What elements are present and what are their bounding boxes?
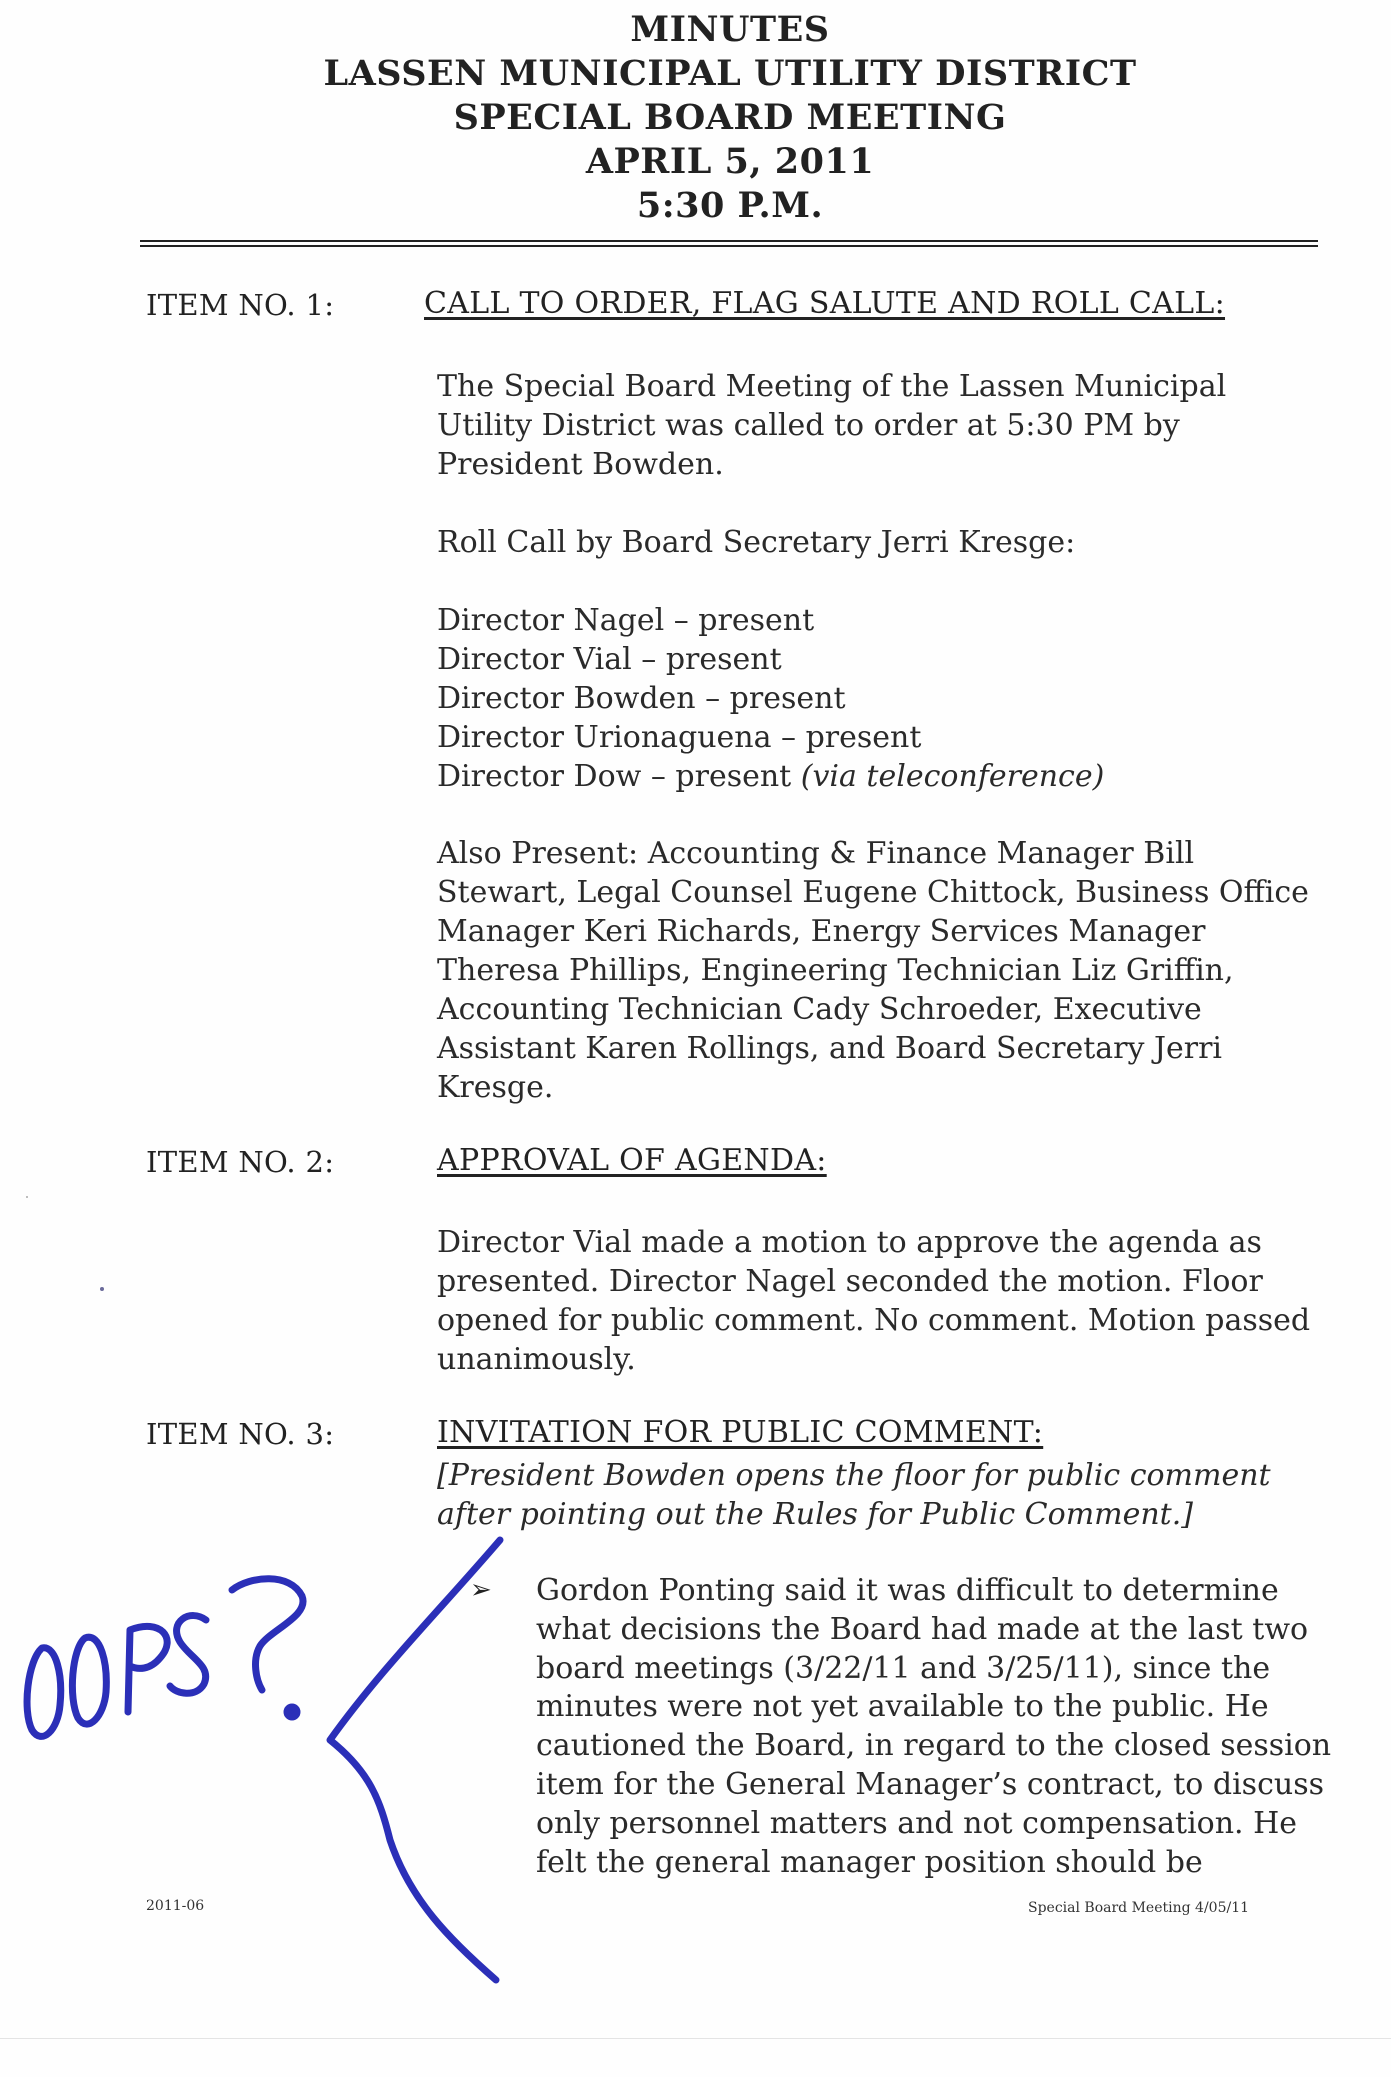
text-line: President Bowden. (437, 447, 724, 482)
scan-speck (100, 1287, 104, 1291)
roll-entry: Director Urionaguena – present (437, 720, 922, 755)
item-3-title: INVITATION FOR PUBLIC COMMENT: (437, 1415, 1044, 1450)
text-line: Kresge. (437, 1070, 554, 1105)
oops-handwriting (27, 1540, 500, 1980)
item-2-body (437, 1223, 1317, 1379)
roll-entry-text: Director Dow – present (437, 759, 801, 794)
text-line: felt the general manager position should be (536, 1844, 1203, 1880)
text-line: [President Bowden opens the floor for public comment (437, 1458, 1271, 1493)
item-1-title: CALL TO ORDER, FLAG SALUTE AND ROLL CALL: (424, 286, 1226, 321)
text-line: after pointing out the Rules for Public Comment.] (437, 1497, 1193, 1532)
handwritten-oops-annotation (0, 1480, 560, 2000)
header-title: MINUTES (630, 9, 830, 50)
header-meeting-type: SPECIAL BOARD MEETING (453, 97, 1007, 138)
text-line: Gordon Ponting said it was difficult to determine (536, 1573, 1279, 1608)
footer-meeting-reference: Special Board Meeting 4/05/11 (1028, 1900, 1250, 1916)
text-line: Manager Keri Richards, Energy Services Manager (437, 914, 1206, 949)
bullet-arrow-icon: ➢ (470, 1575, 492, 1605)
text-line: unanimously. (437, 1342, 636, 1377)
text-line: Director Vial made a motion to approve the agenda as (437, 1225, 1262, 1260)
text-line: Accounting Technician Cady Schroeder, Executive (437, 992, 1202, 1027)
roll-entry: Director Nagel – present (437, 603, 815, 638)
handwritten-letter-o (27, 1648, 61, 1737)
header-time: 5:30 P.M. (636, 185, 824, 226)
handwritten-pointer-stroke (330, 1540, 500, 1980)
header-organization: LASSEN MUNICIPAL UTILITY DISTRICT (323, 53, 1137, 94)
item-3-label: ITEM NO. 3: (146, 1417, 335, 1451)
item-2-title: APPROVAL OF AGENDA: (437, 1143, 827, 1178)
text-line: cautioned the Board, in regard to the closed session (536, 1728, 1332, 1764)
header-divider (140, 240, 1318, 247)
item-1-intro (437, 367, 1317, 484)
item-1-label: ITEM NO. 1: (146, 288, 335, 322)
roll-call-list (437, 601, 1317, 796)
roll-entry-note: (via teleconference) (800, 759, 1105, 794)
roll-call-heading (437, 523, 1317, 562)
text-line: Also Present: Accounting & Finance Manager Bill (437, 836, 1195, 871)
scan-speck (26, 1196, 28, 1198)
public-comment-entry (536, 1572, 1336, 1882)
item-2-label: ITEM NO. 2: (146, 1145, 335, 1179)
handwritten-letter-s (170, 1616, 206, 1694)
roll-entry: Director Vial – present (437, 642, 782, 677)
item-3-note (437, 1456, 1317, 1534)
handwritten-letter-p (128, 1626, 167, 1712)
roll-entry (437, 757, 1317, 796)
text-line: board meetings (3/22/11 and 3/25/11), since the (536, 1650, 1271, 1686)
also-present (437, 834, 1317, 1107)
text-line: Stewart, Legal Counsel Eugene Chittock, Business Office (437, 875, 1309, 910)
text-line: Utility District was called to order at 5:30 PM by (437, 408, 1180, 443)
text-line: item for the General Manager’s contract, to discuss (536, 1766, 1324, 1802)
text-line: The Special Board Meeting of the Lassen Municipal (437, 369, 1227, 404)
text-line: opened for public comment. No comment. Motion passed (437, 1303, 1311, 1338)
text-line: Theresa Phillips, Engineering Technician Liz Griffin, (437, 953, 1234, 988)
text-line: Roll Call by Board Secretary Jerri Kresge: (437, 525, 1076, 560)
text-line: Assistant Karen Rollings, and Board Secretary Jerri (437, 1031, 1223, 1066)
handwritten-letter-o (72, 1637, 106, 1724)
text-line: what decisions the Board had made at the last two (536, 1611, 1309, 1647)
text-line: presented. Director Nagel seconded the motion. Floor (437, 1264, 1263, 1299)
scan-edge-line (0, 2038, 1391, 2039)
text-line: minutes were not yet available to the public. He (536, 1689, 1269, 1725)
roll-entry: Director Bowden – present (437, 681, 846, 716)
handwritten-question-mark (232, 1579, 303, 1690)
header-date: APRIL 5, 2011 (585, 141, 875, 182)
text-line: only personnel matters and not compensation. He (536, 1805, 1298, 1841)
document-header (140, 8, 1320, 228)
footer-document-number: 2011-06 (146, 1898, 205, 1914)
handwritten-question-dot (287, 1707, 297, 1717)
